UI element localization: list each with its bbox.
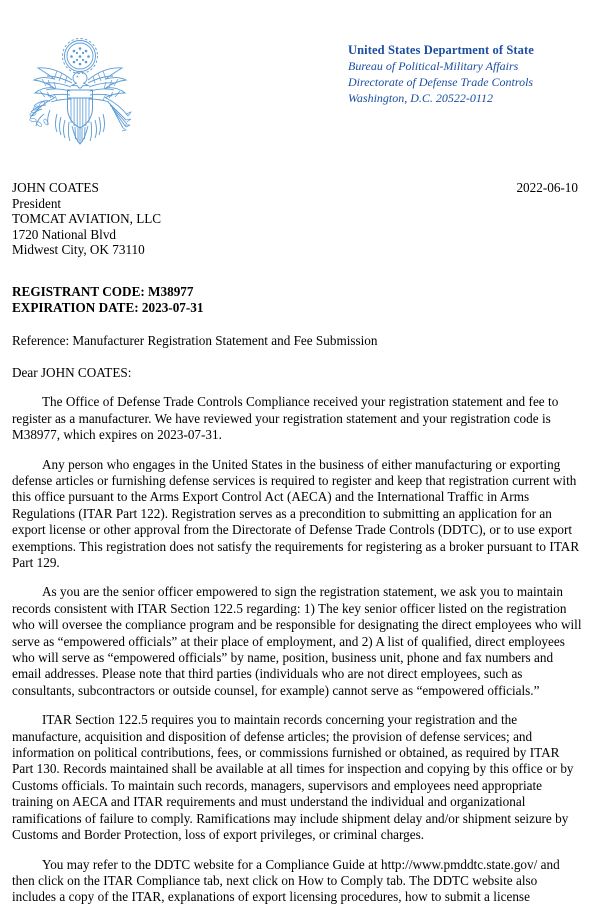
letter-body — [12, 394, 588, 905]
body-paragraph: Any person who engages in the United States in the business of either manufacturing or exporting defense articles or furnishing defense services is required to register and keep that registration current with this office pursuant to the Arms Export Control Act (AECA) and the International Traffic in Arms Regulations (ITAR Part 122). Registration serves as a precondition to submitting an application for an export license or other approval from the Directorate of Defense Trade Controls (DDTC), or to use export exemptions. This registration does not satisfy the requirements for registering as a broker pursuant to ITAR Part 129. — [12, 456, 580, 570]
letterhead-address: Washington, D.C. 20522-0112 — [348, 90, 494, 105]
expiration-date-line: EXPIRATION DATE: 2023-07-31 — [12, 299, 204, 315]
address-date-row — [12, 180, 588, 258]
registrant-code-line: REGISTRANT CODE: M38977 — [12, 283, 194, 299]
great-seal-icon — [20, 38, 152, 160]
body-paragraph: You may refer to the DDTC website for a Compliance Guide at http://www.pmddtc.state.gov/ and then click on the ITAR Compliance tab, next click on How to Comply tab. The DDTC website also includes a copy of the ITAR, explanations of export licensing procedures, how to submit a license — [12, 856, 560, 905]
recipient-company: TOMCAT AVIATION, LLC — [12, 211, 162, 227]
registrant-code-block — [12, 284, 588, 315]
body-paragraph: The Office of Defense Trade Controls Compliance received your registration statement and fee to register as a manufacturer. We have reviewed your registration statement and your registration code is M38977, which expires on 2023-07-31. — [12, 394, 559, 443]
recipient-name: JOHN COATES — [12, 180, 99, 195]
masthead — [348, 42, 534, 106]
bureau-name: Bureau of Political-Military Affairs — [348, 58, 519, 73]
reference-line: Reference: Manufacturer Registration Statement and Fee Submission — [12, 333, 378, 349]
recipient-title: President — [12, 195, 62, 211]
directorate-name: Directorate of Defense Trade Controls — [348, 74, 534, 89]
recipient-street: 1720 National Blvd — [12, 226, 117, 242]
body-paragraph: ITAR Section 122.5 requires you to maintain records concerning your registration and the manufacture, acquisition and disposition of defense articles; the provision of defense services; and information on political contributions, fees, or commissions furnished or obtained, as required by ITAR Part 130. Records maintained shall be available at all times for inspection and copying by this office or by Customs officials. To maintain such records, managers, supervisors and employees need appropriate training on AECA and ITAR requirements and must understand the individual and organizational ramifications of failure to comply. Ramifications may include shipment delay and/or shipment seizure by Customs and Border Protection, loss of export privileges, or criminal charges. — [12, 712, 574, 843]
body-paragraph: As you are the senior officer empowered to sign the registration statement, we ask you to maintain records consistent with ITAR Section 122.5 regarding: 1) The key senior officer listed on the registration who will oversee the compliance program and be responsible for designating the direct employees who will serve as “empowered officials” at their place of employment, and 2) A list of qualified, direct employees who will serve as “empowered officials” by name, position, business unit, phone and fax numbers and email addresses. Please note that third parties (individuals who are not direct employees, such as consultants, subcontractors or outside counsel, for example) cannot serve as “empowered officials.” — [12, 584, 582, 698]
recipient-city-state-zip: Midwest City, OK 73110 — [12, 242, 145, 258]
recipient-address-block — [12, 180, 588, 258]
letterhead — [12, 0, 588, 150]
salutation: Dear JOHN COATES: — [12, 364, 132, 380]
department-name: United States Department of State — [348, 43, 534, 57]
letter-date: 2022-06-10 — [516, 180, 578, 195]
